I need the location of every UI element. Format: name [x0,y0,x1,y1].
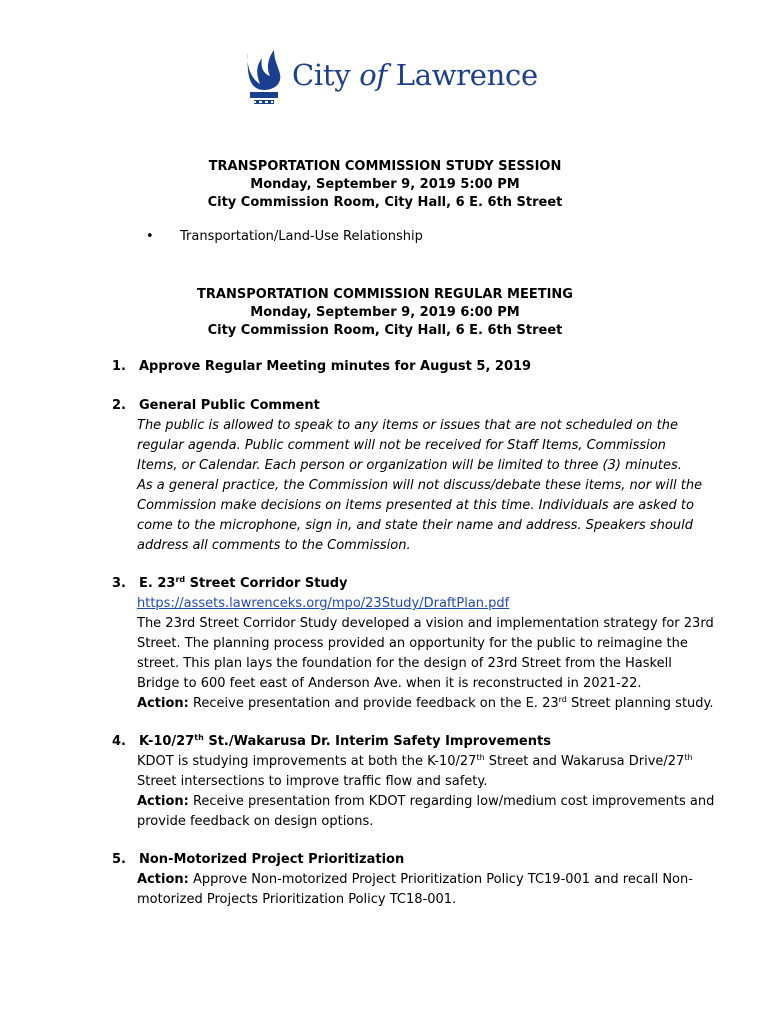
bullet-icon: • [146,229,154,244]
study-session-heading [0,158,770,212]
study-session-date: Monday, September 9, 2019 5:00 PM [250,177,520,192]
study-session-location: City Commission Room, City Hall, 6 E. 6th Street [207,195,563,210]
agenda-item-2: 2. General Public Comment The public is allowed to speak to any items or issues that are not scheduled on the regular agenda. Public comment will not be received for Staff Items, Commission Items, or Calendar. Each person or organization will be limited to three (3) minutes. As a general practice, the Commission will not discuss/debate these items, nor will the Commission make decisions on items presented at this time. Individuals are asked to come to the microphone, sign in, and state their name and address. Speakers should address all comments to the Commission. [112,396,712,556]
item-5-action: Action: Approve Non-motorized Project Prioritization Policy TC19-001 and recall Non- [137,872,693,887]
regular-meeting-location: City Commission Room, City Hall, 6 E. 6th Street [207,323,563,338]
regular-meeting-heading [0,286,770,340]
agenda-item-3: 3. E. 23rd Street Corridor Study https://assets.lawrenceks.org/mpo/23Study/DraftPlan.pdf The 23rd Street Corridor Study developed a vision and implementation strategy for 23rd Street. The planning process provided an opportunity for the public to reimagine the street. This plan lays the foundation for the design of 23rd Street from the Haskell Bridge to 600 feet east of Anderson Ave. when it is reconstructed in 2021-22. Action: Receive presentation and provide feedback on the E. 23rd Street planning study. [112,574,712,714]
regular-meeting-title: TRANSPORTATION COMMISSION REGULAR MEETING [197,287,573,302]
flame-crest-icon [244,44,284,108]
item-4-action: Action: Receive presentation from KDOT regarding low/medium cost improvements and [137,794,715,809]
agenda-item-1: 1. Approve Regular Meeting minutes for August 5, 2019 [112,359,532,374]
study-session-title: TRANSPORTATION COMMISSION STUDY SESSION [208,159,562,174]
draft-plan-link[interactable]: https://assets.lawrenceks.org/mpo/23Study/DraftPlan.pdf [137,596,510,611]
logo-wordmark: City of Lawrence [292,58,538,92]
agenda-item-4: 4. K-10/27th St./Wakarusa Dr. Interim Safety Improvements KDOT is studying improvements at both the K-10/27th Street and Wakarusa Drive/27th Street intersections to improve traffic flow and safety. Action: Receive presentation from KDOT regarding low/medium cost improvements and provide feedback on design options. [112,733,715,829]
city-logo [244,44,538,110]
regular-meeting-date: Monday, September 9, 2019 6:00 PM [250,305,520,320]
agenda-item-5: 5. Non-Motorized Project Prioritization Action: Approve Non-motorized Project Prioritization Policy TC19-001 and recall Non- motorized Projects Prioritization Policy TC18-001. [112,850,712,910]
item-3-action: Action: Receive presentation and provide feedback on the E. 23rd Street planning study. [137,695,714,711]
study-session-topic: • Transportation/Land-Use Relationship [146,229,423,244]
public-comment-text: The public is allowed to speak to any items or issues that are not scheduled on the regular agenda. Public comment will not be received for Staff Items, Commission Items, or Calendar. Each person or organization will be limited to three (3) minutes. As a general practice, the Commission will not discuss/debate these items, nor will the Commission make decisions on items presented at this time. Individuals are asked to come to the microphone, sign in, and state their name and address. Speakers should address all comments to the Commission. [137,418,703,553]
